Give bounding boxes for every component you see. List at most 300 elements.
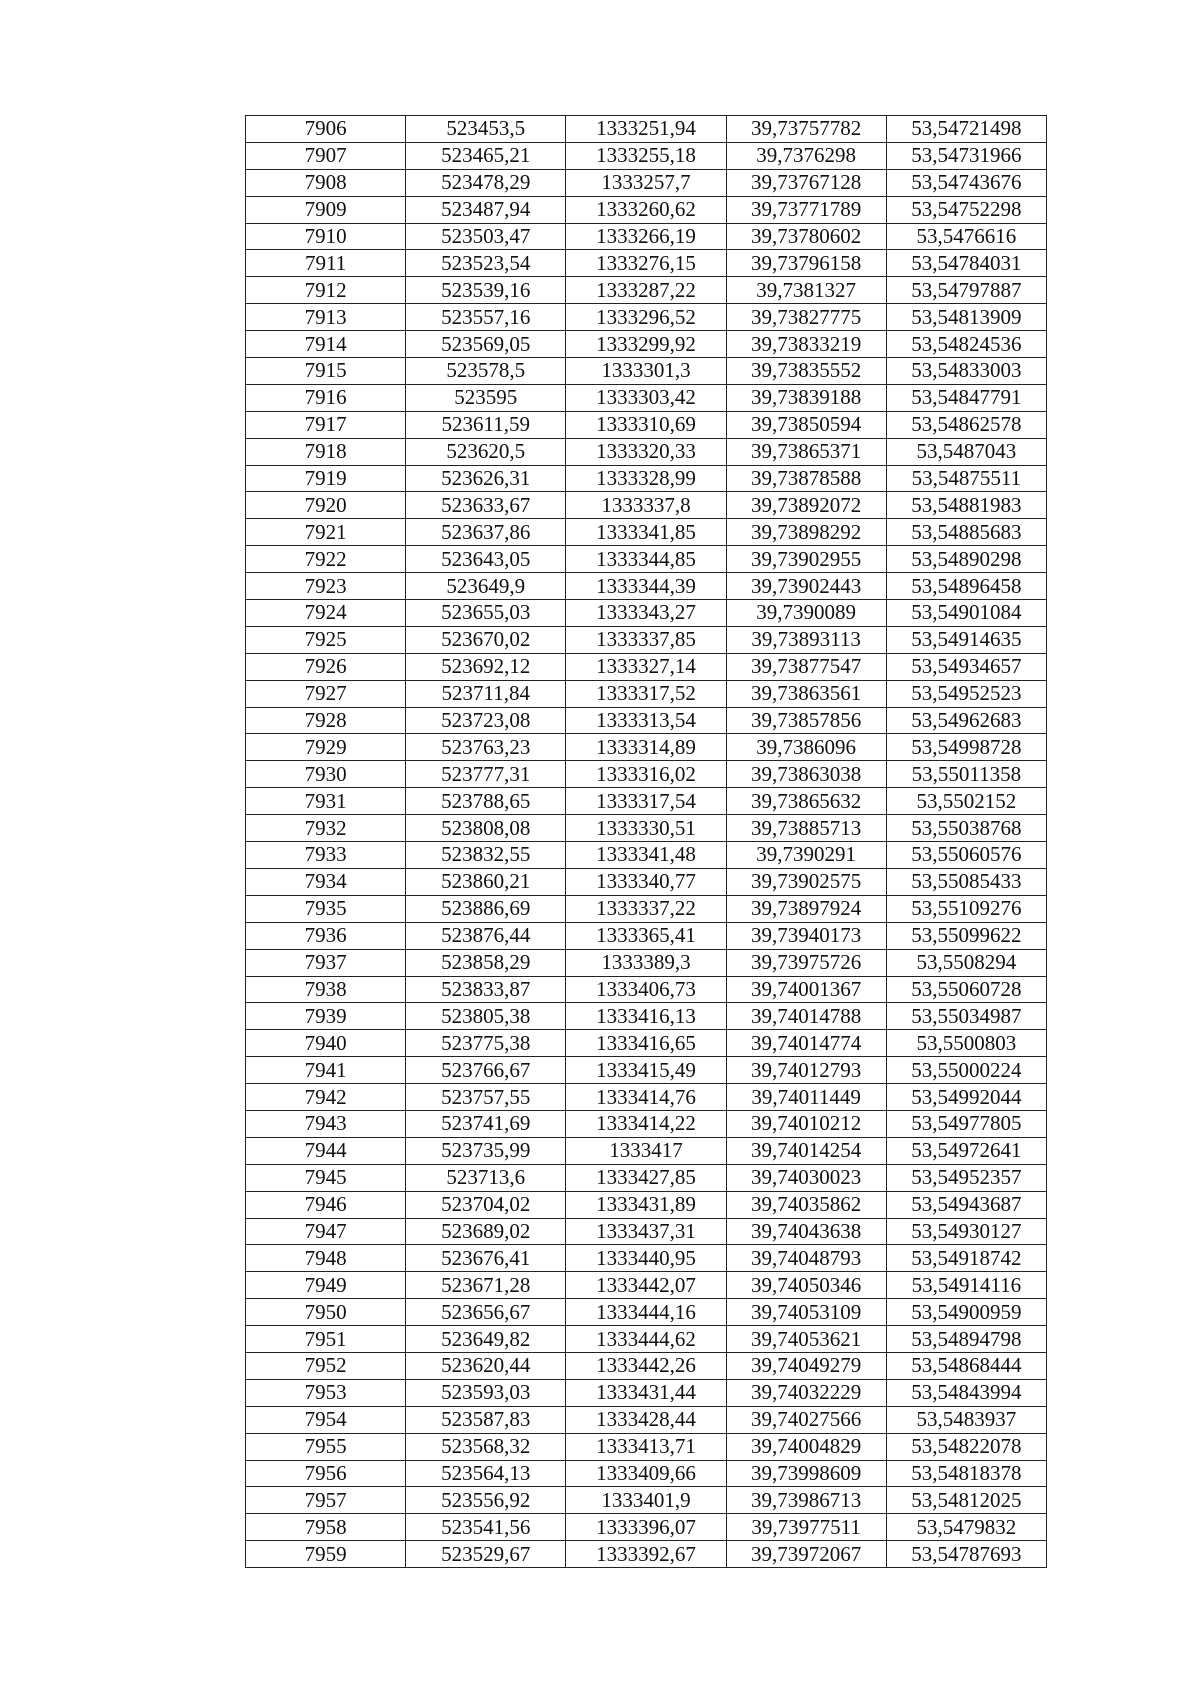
x-coordinate-cell: 523704,02 bbox=[406, 1191, 566, 1218]
x-coordinate-cell: 523775,38 bbox=[406, 1030, 566, 1057]
longitude-cell: 39,73780602 bbox=[726, 223, 886, 250]
x-coordinate-cell: 523671,28 bbox=[406, 1272, 566, 1299]
table-row bbox=[246, 1379, 1047, 1406]
longitude-cell: 39,74012793 bbox=[726, 1057, 886, 1084]
latitude-cell: 53,54813909 bbox=[886, 304, 1046, 331]
x-coordinate-cell: 523656,67 bbox=[406, 1299, 566, 1326]
latitude-cell: 53,55085433 bbox=[886, 868, 1046, 895]
latitude-cell: 53,54914635 bbox=[886, 626, 1046, 653]
table-row bbox=[246, 519, 1047, 546]
longitude-cell: 39,74004829 bbox=[726, 1433, 886, 1460]
point-number-cell: 7938 bbox=[246, 976, 406, 1003]
point-number-cell: 7911 bbox=[246, 250, 406, 277]
point-number-cell: 7907 bbox=[246, 142, 406, 169]
latitude-cell: 53,54818378 bbox=[886, 1460, 1046, 1487]
point-number-cell: 7954 bbox=[246, 1406, 406, 1433]
y-coordinate-cell: 1333337,22 bbox=[566, 895, 726, 922]
longitude-cell: 39,73827775 bbox=[726, 304, 886, 331]
point-number-cell: 7948 bbox=[246, 1245, 406, 1272]
table-row bbox=[246, 815, 1047, 842]
longitude-cell: 39,73863561 bbox=[726, 680, 886, 707]
table-row bbox=[246, 331, 1047, 358]
longitude-cell: 39,74001367 bbox=[726, 976, 886, 1003]
coordinates-table-body bbox=[246, 116, 1047, 1568]
latitude-cell: 53,55060728 bbox=[886, 976, 1046, 1003]
y-coordinate-cell: 1333365,41 bbox=[566, 922, 726, 949]
y-coordinate-cell: 1333341,85 bbox=[566, 519, 726, 546]
longitude-cell: 39,73893113 bbox=[726, 626, 886, 653]
longitude-cell: 39,74032229 bbox=[726, 1379, 886, 1406]
table-row bbox=[246, 1272, 1047, 1299]
table-row bbox=[246, 734, 1047, 761]
x-coordinate-cell: 523503,47 bbox=[406, 223, 566, 250]
latitude-cell: 53,54824536 bbox=[886, 331, 1046, 358]
longitude-cell: 39,73877547 bbox=[726, 653, 886, 680]
x-coordinate-cell: 523487,94 bbox=[406, 196, 566, 223]
x-coordinate-cell: 523808,08 bbox=[406, 815, 566, 842]
latitude-cell: 53,54731966 bbox=[886, 142, 1046, 169]
x-coordinate-cell: 523876,44 bbox=[406, 922, 566, 949]
y-coordinate-cell: 1333301,3 bbox=[566, 358, 726, 385]
latitude-cell: 53,5487043 bbox=[886, 438, 1046, 465]
y-coordinate-cell: 1333314,89 bbox=[566, 734, 726, 761]
latitude-cell: 53,5502152 bbox=[886, 788, 1046, 815]
table-row bbox=[246, 1057, 1047, 1084]
longitude-cell: 39,73977511 bbox=[726, 1514, 886, 1541]
x-coordinate-cell: 523595 bbox=[406, 384, 566, 411]
y-coordinate-cell: 1333442,07 bbox=[566, 1272, 726, 1299]
x-coordinate-cell: 523564,13 bbox=[406, 1460, 566, 1487]
longitude-cell: 39,7386096 bbox=[726, 734, 886, 761]
longitude-cell: 39,73986713 bbox=[726, 1487, 886, 1514]
point-number-cell: 7942 bbox=[246, 1084, 406, 1111]
point-number-cell: 7929 bbox=[246, 734, 406, 761]
point-number-cell: 7946 bbox=[246, 1191, 406, 1218]
point-number-cell: 7915 bbox=[246, 358, 406, 385]
y-coordinate-cell: 1333396,07 bbox=[566, 1514, 726, 1541]
point-number-cell: 7921 bbox=[246, 519, 406, 546]
table-row bbox=[246, 680, 1047, 707]
table-row bbox=[246, 196, 1047, 223]
y-coordinate-cell: 1333276,15 bbox=[566, 250, 726, 277]
x-coordinate-cell: 523465,21 bbox=[406, 142, 566, 169]
longitude-cell: 39,73898292 bbox=[726, 519, 886, 546]
point-number-cell: 7952 bbox=[246, 1352, 406, 1379]
point-number-cell: 7937 bbox=[246, 949, 406, 976]
table-row bbox=[246, 707, 1047, 734]
latitude-cell: 53,54952357 bbox=[886, 1164, 1046, 1191]
longitude-cell: 39,74014774 bbox=[726, 1030, 886, 1057]
point-number-cell: 7912 bbox=[246, 277, 406, 304]
latitude-cell: 53,54721498 bbox=[886, 116, 1046, 143]
table-row bbox=[246, 653, 1047, 680]
longitude-cell: 39,7376298 bbox=[726, 142, 886, 169]
table-row bbox=[246, 1406, 1047, 1433]
longitude-cell: 39,73865632 bbox=[726, 788, 886, 815]
x-coordinate-cell: 523886,69 bbox=[406, 895, 566, 922]
point-number-cell: 7957 bbox=[246, 1487, 406, 1514]
x-coordinate-cell: 523832,55 bbox=[406, 842, 566, 869]
longitude-cell: 39,7390089 bbox=[726, 600, 886, 627]
point-number-cell: 7958 bbox=[246, 1514, 406, 1541]
point-number-cell: 7906 bbox=[246, 116, 406, 143]
longitude-cell: 39,73863038 bbox=[726, 761, 886, 788]
y-coordinate-cell: 1333417 bbox=[566, 1137, 726, 1164]
x-coordinate-cell: 523833,87 bbox=[406, 976, 566, 1003]
table-row bbox=[246, 1137, 1047, 1164]
longitude-cell: 39,73972067 bbox=[726, 1541, 886, 1568]
table-row bbox=[246, 411, 1047, 438]
longitude-cell: 39,73998609 bbox=[726, 1460, 886, 1487]
longitude-cell: 39,73833219 bbox=[726, 331, 886, 358]
latitude-cell: 53,54787693 bbox=[886, 1541, 1046, 1568]
x-coordinate-cell: 523741,69 bbox=[406, 1110, 566, 1137]
y-coordinate-cell: 1333330,51 bbox=[566, 815, 726, 842]
longitude-cell: 39,73796158 bbox=[726, 250, 886, 277]
longitude-cell: 39,74053109 bbox=[726, 1299, 886, 1326]
x-coordinate-cell: 523763,23 bbox=[406, 734, 566, 761]
x-coordinate-cell: 523643,05 bbox=[406, 546, 566, 573]
table-row bbox=[246, 277, 1047, 304]
y-coordinate-cell: 1333299,92 bbox=[566, 331, 726, 358]
latitude-cell: 53,54962683 bbox=[886, 707, 1046, 734]
latitude-cell: 53,54914116 bbox=[886, 1272, 1046, 1299]
table-row bbox=[246, 384, 1047, 411]
latitude-cell: 53,54992044 bbox=[886, 1084, 1046, 1111]
point-number-cell: 7927 bbox=[246, 680, 406, 707]
latitude-cell: 53,54797887 bbox=[886, 277, 1046, 304]
table-row bbox=[246, 1030, 1047, 1057]
latitude-cell: 53,54943687 bbox=[886, 1191, 1046, 1218]
table-row bbox=[246, 1110, 1047, 1137]
table-row bbox=[246, 223, 1047, 250]
y-coordinate-cell: 1333401,9 bbox=[566, 1487, 726, 1514]
y-coordinate-cell: 1333296,52 bbox=[566, 304, 726, 331]
table-row bbox=[246, 1514, 1047, 1541]
latitude-cell: 53,55011358 bbox=[886, 761, 1046, 788]
longitude-cell: 39,73865371 bbox=[726, 438, 886, 465]
longitude-cell: 39,73975726 bbox=[726, 949, 886, 976]
latitude-cell: 53,5500803 bbox=[886, 1030, 1046, 1057]
table-row bbox=[246, 546, 1047, 573]
table-row bbox=[246, 1433, 1047, 1460]
table-row bbox=[246, 1245, 1047, 1272]
point-number-cell: 7933 bbox=[246, 842, 406, 869]
point-number-cell: 7941 bbox=[246, 1057, 406, 1084]
table-row bbox=[246, 1218, 1047, 1245]
point-number-cell: 7909 bbox=[246, 196, 406, 223]
point-number-cell: 7943 bbox=[246, 1110, 406, 1137]
point-number-cell: 7945 bbox=[246, 1164, 406, 1191]
x-coordinate-cell: 523711,84 bbox=[406, 680, 566, 707]
point-number-cell: 7928 bbox=[246, 707, 406, 734]
x-coordinate-cell: 523523,54 bbox=[406, 250, 566, 277]
table-row bbox=[246, 868, 1047, 895]
x-coordinate-cell: 523557,16 bbox=[406, 304, 566, 331]
x-coordinate-cell: 523723,08 bbox=[406, 707, 566, 734]
x-coordinate-cell: 523757,55 bbox=[406, 1084, 566, 1111]
table-row bbox=[246, 1084, 1047, 1111]
latitude-cell: 53,54784031 bbox=[886, 250, 1046, 277]
point-number-cell: 7934 bbox=[246, 868, 406, 895]
point-number-cell: 7949 bbox=[246, 1272, 406, 1299]
longitude-cell: 39,73892072 bbox=[726, 492, 886, 519]
y-coordinate-cell: 1333406,73 bbox=[566, 976, 726, 1003]
table-row bbox=[246, 1460, 1047, 1487]
y-coordinate-cell: 1333344,85 bbox=[566, 546, 726, 573]
y-coordinate-cell: 1333317,52 bbox=[566, 680, 726, 707]
y-coordinate-cell: 1333287,22 bbox=[566, 277, 726, 304]
latitude-cell: 53,54998728 bbox=[886, 734, 1046, 761]
point-number-cell: 7908 bbox=[246, 169, 406, 196]
table-row bbox=[246, 492, 1047, 519]
point-number-cell: 7955 bbox=[246, 1433, 406, 1460]
x-coordinate-cell: 523478,29 bbox=[406, 169, 566, 196]
point-number-cell: 7918 bbox=[246, 438, 406, 465]
longitude-cell: 39,74053621 bbox=[726, 1326, 886, 1353]
latitude-cell: 53,54977805 bbox=[886, 1110, 1046, 1137]
x-coordinate-cell: 523676,41 bbox=[406, 1245, 566, 1272]
table-row bbox=[246, 1003, 1047, 1030]
longitude-cell: 39,74011449 bbox=[726, 1084, 886, 1111]
x-coordinate-cell: 523777,31 bbox=[406, 761, 566, 788]
x-coordinate-cell: 523556,92 bbox=[406, 1487, 566, 1514]
table-row bbox=[246, 976, 1047, 1003]
y-coordinate-cell: 1333431,44 bbox=[566, 1379, 726, 1406]
y-coordinate-cell: 1333440,95 bbox=[566, 1245, 726, 1272]
x-coordinate-cell: 523713,6 bbox=[406, 1164, 566, 1191]
point-number-cell: 7950 bbox=[246, 1299, 406, 1326]
y-coordinate-cell: 1333437,31 bbox=[566, 1218, 726, 1245]
point-number-cell: 7944 bbox=[246, 1137, 406, 1164]
longitude-cell: 39,73902955 bbox=[726, 546, 886, 573]
y-coordinate-cell: 1333431,89 bbox=[566, 1191, 726, 1218]
table-row bbox=[246, 465, 1047, 492]
longitude-cell: 39,73940173 bbox=[726, 922, 886, 949]
y-coordinate-cell: 1333416,65 bbox=[566, 1030, 726, 1057]
longitude-cell: 39,74043638 bbox=[726, 1218, 886, 1245]
point-number-cell: 7923 bbox=[246, 573, 406, 600]
table-row bbox=[246, 895, 1047, 922]
y-coordinate-cell: 1333337,8 bbox=[566, 492, 726, 519]
longitude-cell: 39,73767128 bbox=[726, 169, 886, 196]
y-coordinate-cell: 1333313,54 bbox=[566, 707, 726, 734]
y-coordinate-cell: 1333389,3 bbox=[566, 949, 726, 976]
point-number-cell: 7926 bbox=[246, 653, 406, 680]
table-row bbox=[246, 1326, 1047, 1353]
longitude-cell: 39,7390291 bbox=[726, 842, 886, 869]
x-coordinate-cell: 523860,21 bbox=[406, 868, 566, 895]
x-coordinate-cell: 523788,65 bbox=[406, 788, 566, 815]
latitude-cell: 53,54896458 bbox=[886, 573, 1046, 600]
table-row bbox=[246, 922, 1047, 949]
table-row bbox=[246, 1164, 1047, 1191]
y-coordinate-cell: 1333444,16 bbox=[566, 1299, 726, 1326]
y-coordinate-cell: 1333442,26 bbox=[566, 1352, 726, 1379]
y-coordinate-cell: 1333409,66 bbox=[566, 1460, 726, 1487]
table-row bbox=[246, 1191, 1047, 1218]
latitude-cell: 53,55000224 bbox=[886, 1057, 1046, 1084]
x-coordinate-cell: 523568,32 bbox=[406, 1433, 566, 1460]
x-coordinate-cell: 523670,02 bbox=[406, 626, 566, 653]
table-row bbox=[246, 1487, 1047, 1514]
latitude-cell: 53,54885683 bbox=[886, 519, 1046, 546]
latitude-cell: 53,54847791 bbox=[886, 384, 1046, 411]
point-number-cell: 7935 bbox=[246, 895, 406, 922]
x-coordinate-cell: 523735,99 bbox=[406, 1137, 566, 1164]
x-coordinate-cell: 523692,12 bbox=[406, 653, 566, 680]
x-coordinate-cell: 523539,16 bbox=[406, 277, 566, 304]
latitude-cell: 53,54890298 bbox=[886, 546, 1046, 573]
y-coordinate-cell: 1333260,62 bbox=[566, 196, 726, 223]
latitude-cell: 53,55060576 bbox=[886, 842, 1046, 869]
point-number-cell: 7913 bbox=[246, 304, 406, 331]
longitude-cell: 39,73897924 bbox=[726, 895, 886, 922]
latitude-cell: 53,54875511 bbox=[886, 465, 1046, 492]
x-coordinate-cell: 523541,56 bbox=[406, 1514, 566, 1541]
point-number-cell: 7932 bbox=[246, 815, 406, 842]
latitude-cell: 53,5483937 bbox=[886, 1406, 1046, 1433]
x-coordinate-cell: 523805,38 bbox=[406, 1003, 566, 1030]
y-coordinate-cell: 1333251,94 bbox=[566, 116, 726, 143]
x-coordinate-cell: 523649,9 bbox=[406, 573, 566, 600]
x-coordinate-cell: 523655,03 bbox=[406, 600, 566, 627]
latitude-cell: 53,5508294 bbox=[886, 949, 1046, 976]
longitude-cell: 39,73771789 bbox=[726, 196, 886, 223]
latitude-cell: 53,5479832 bbox=[886, 1514, 1046, 1541]
point-number-cell: 7940 bbox=[246, 1030, 406, 1057]
latitude-cell: 53,54862578 bbox=[886, 411, 1046, 438]
x-coordinate-cell: 523626,31 bbox=[406, 465, 566, 492]
latitude-cell: 53,54868444 bbox=[886, 1352, 1046, 1379]
coordinates-table bbox=[245, 115, 1047, 1568]
latitude-cell: 53,55099622 bbox=[886, 922, 1046, 949]
y-coordinate-cell: 1333328,99 bbox=[566, 465, 726, 492]
table-row bbox=[246, 626, 1047, 653]
y-coordinate-cell: 1333344,39 bbox=[566, 573, 726, 600]
point-number-cell: 7916 bbox=[246, 384, 406, 411]
y-coordinate-cell: 1333413,71 bbox=[566, 1433, 726, 1460]
y-coordinate-cell: 1333317,54 bbox=[566, 788, 726, 815]
y-coordinate-cell: 1333428,44 bbox=[566, 1406, 726, 1433]
table-row bbox=[246, 842, 1047, 869]
y-coordinate-cell: 1333303,42 bbox=[566, 384, 726, 411]
latitude-cell: 53,54752298 bbox=[886, 196, 1046, 223]
point-number-cell: 7931 bbox=[246, 788, 406, 815]
x-coordinate-cell: 523858,29 bbox=[406, 949, 566, 976]
x-coordinate-cell: 523620,5 bbox=[406, 438, 566, 465]
table-row bbox=[246, 788, 1047, 815]
table-row bbox=[246, 573, 1047, 600]
y-coordinate-cell: 1333341,48 bbox=[566, 842, 726, 869]
latitude-cell: 53,54833003 bbox=[886, 358, 1046, 385]
point-number-cell: 7930 bbox=[246, 761, 406, 788]
longitude-cell: 39,74010212 bbox=[726, 1110, 886, 1137]
y-coordinate-cell: 1333257,7 bbox=[566, 169, 726, 196]
longitude-cell: 39,73757782 bbox=[726, 116, 886, 143]
longitude-cell: 39,74050346 bbox=[726, 1272, 886, 1299]
y-coordinate-cell: 1333310,69 bbox=[566, 411, 726, 438]
point-number-cell: 7925 bbox=[246, 626, 406, 653]
table-row bbox=[246, 358, 1047, 385]
point-number-cell: 7953 bbox=[246, 1379, 406, 1406]
point-number-cell: 7936 bbox=[246, 922, 406, 949]
y-coordinate-cell: 1333444,62 bbox=[566, 1326, 726, 1353]
x-coordinate-cell: 523766,67 bbox=[406, 1057, 566, 1084]
table-row bbox=[246, 250, 1047, 277]
x-coordinate-cell: 523578,5 bbox=[406, 358, 566, 385]
longitude-cell: 39,74014788 bbox=[726, 1003, 886, 1030]
point-number-cell: 7910 bbox=[246, 223, 406, 250]
latitude-cell: 53,54900959 bbox=[886, 1299, 1046, 1326]
y-coordinate-cell: 1333427,85 bbox=[566, 1164, 726, 1191]
longitude-cell: 39,73902575 bbox=[726, 868, 886, 895]
longitude-cell: 39,7381327 bbox=[726, 277, 886, 304]
latitude-cell: 53,54894798 bbox=[886, 1326, 1046, 1353]
latitude-cell: 53,54934657 bbox=[886, 653, 1046, 680]
latitude-cell: 53,54972641 bbox=[886, 1137, 1046, 1164]
table-row bbox=[246, 949, 1047, 976]
longitude-cell: 39,73857856 bbox=[726, 707, 886, 734]
y-coordinate-cell: 1333337,85 bbox=[566, 626, 726, 653]
x-coordinate-cell: 523593,03 bbox=[406, 1379, 566, 1406]
y-coordinate-cell: 1333343,27 bbox=[566, 600, 726, 627]
x-coordinate-cell: 523689,02 bbox=[406, 1218, 566, 1245]
y-coordinate-cell: 1333415,49 bbox=[566, 1057, 726, 1084]
point-number-cell: 7959 bbox=[246, 1541, 406, 1568]
x-coordinate-cell: 523529,67 bbox=[406, 1541, 566, 1568]
table-row bbox=[246, 142, 1047, 169]
point-number-cell: 7919 bbox=[246, 465, 406, 492]
y-coordinate-cell: 1333414,22 bbox=[566, 1110, 726, 1137]
latitude-cell: 53,54881983 bbox=[886, 492, 1046, 519]
x-coordinate-cell: 523649,82 bbox=[406, 1326, 566, 1353]
latitude-cell: 53,55109276 bbox=[886, 895, 1046, 922]
table-row bbox=[246, 116, 1047, 143]
latitude-cell: 53,5476616 bbox=[886, 223, 1046, 250]
y-coordinate-cell: 1333327,14 bbox=[566, 653, 726, 680]
latitude-cell: 53,54918742 bbox=[886, 1245, 1046, 1272]
latitude-cell: 53,54743676 bbox=[886, 169, 1046, 196]
table-row bbox=[246, 1541, 1047, 1568]
latitude-cell: 53,54822078 bbox=[886, 1433, 1046, 1460]
longitude-cell: 39,74030023 bbox=[726, 1164, 886, 1191]
x-coordinate-cell: 523453,5 bbox=[406, 116, 566, 143]
x-coordinate-cell: 523620,44 bbox=[406, 1352, 566, 1379]
point-number-cell: 7939 bbox=[246, 1003, 406, 1030]
table-row bbox=[246, 600, 1047, 627]
longitude-cell: 39,73850594 bbox=[726, 411, 886, 438]
table-row bbox=[246, 438, 1047, 465]
longitude-cell: 39,74014254 bbox=[726, 1137, 886, 1164]
longitude-cell: 39,74049279 bbox=[726, 1352, 886, 1379]
table-row bbox=[246, 304, 1047, 331]
point-number-cell: 7947 bbox=[246, 1218, 406, 1245]
y-coordinate-cell: 1333320,33 bbox=[566, 438, 726, 465]
longitude-cell: 39,73835552 bbox=[726, 358, 886, 385]
point-number-cell: 7951 bbox=[246, 1326, 406, 1353]
x-coordinate-cell: 523587,83 bbox=[406, 1406, 566, 1433]
x-coordinate-cell: 523611,59 bbox=[406, 411, 566, 438]
y-coordinate-cell: 1333316,02 bbox=[566, 761, 726, 788]
y-coordinate-cell: 1333266,19 bbox=[566, 223, 726, 250]
latitude-cell: 53,55034987 bbox=[886, 1003, 1046, 1030]
point-number-cell: 7920 bbox=[246, 492, 406, 519]
longitude-cell: 39,73902443 bbox=[726, 573, 886, 600]
x-coordinate-cell: 523633,67 bbox=[406, 492, 566, 519]
x-coordinate-cell: 523637,86 bbox=[406, 519, 566, 546]
latitude-cell: 53,54930127 bbox=[886, 1218, 1046, 1245]
